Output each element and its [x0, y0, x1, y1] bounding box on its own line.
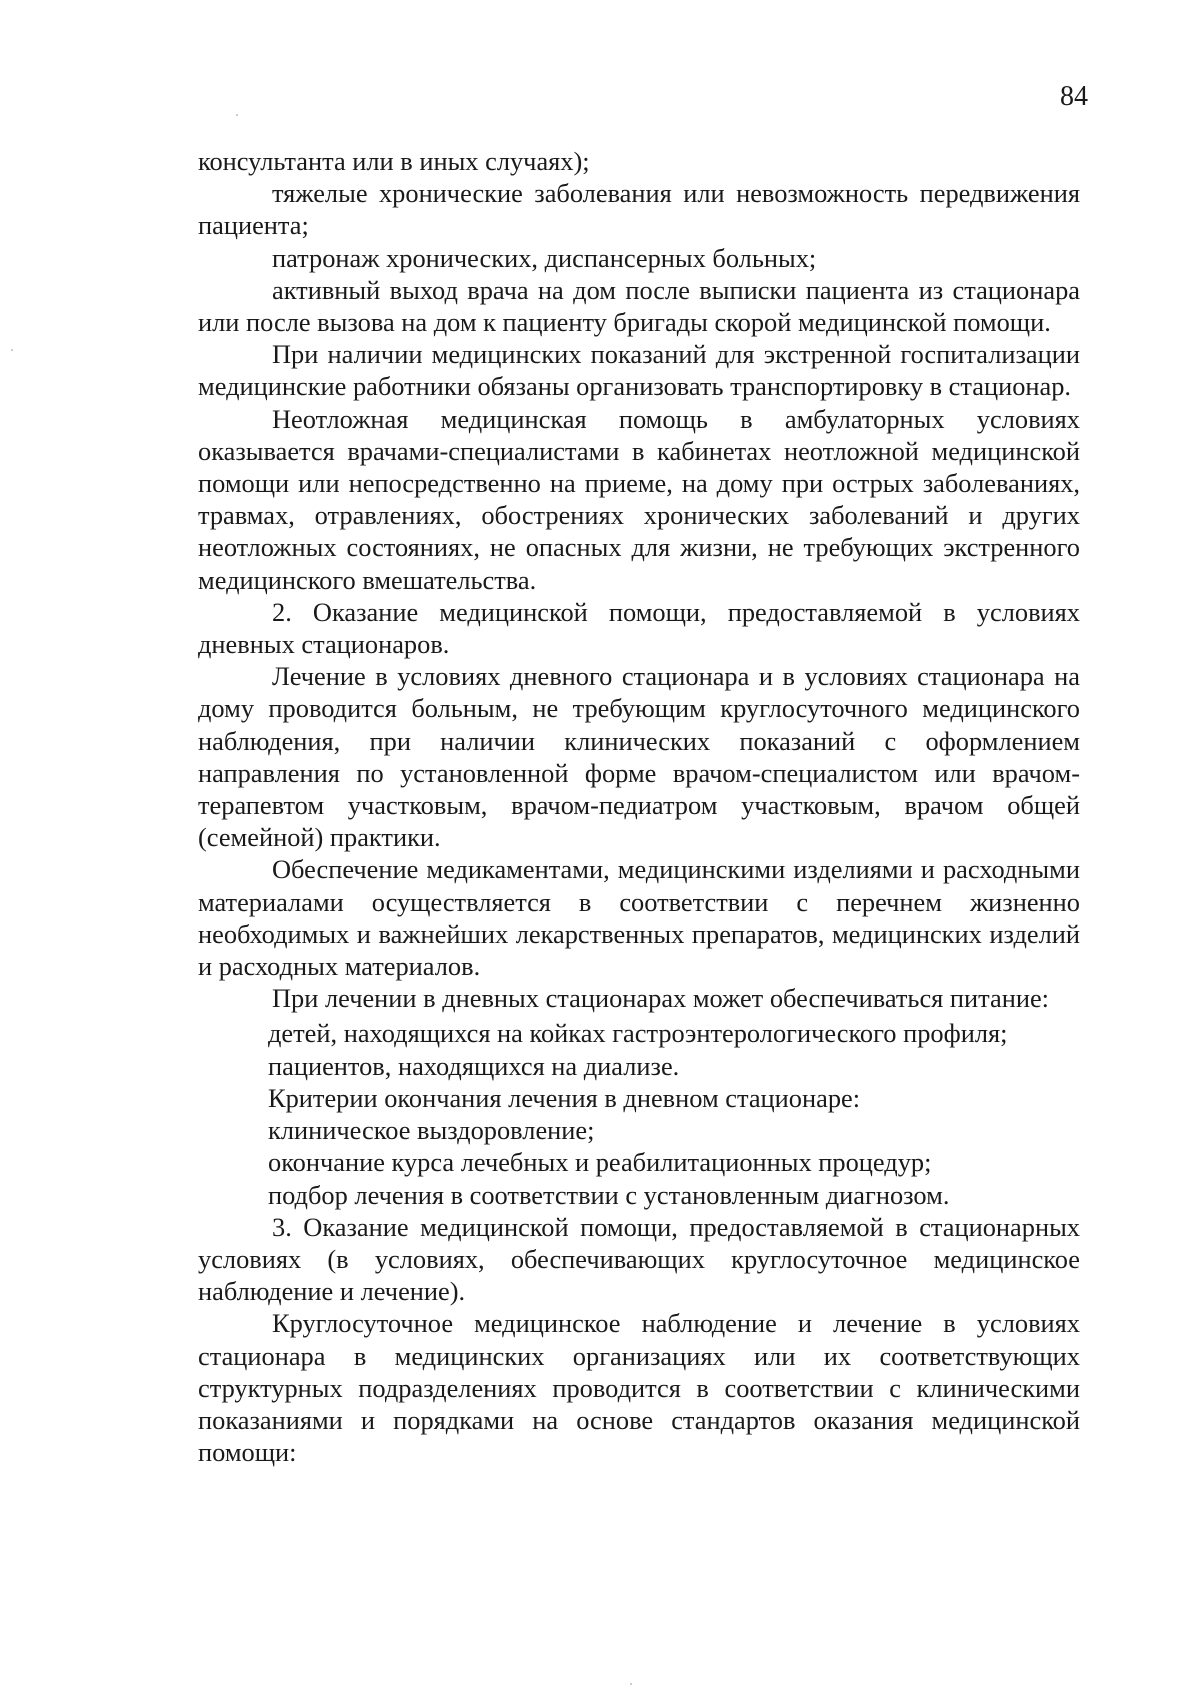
- paragraph-2: тяжелые хронические заболевания или невозможность передвижения пациента;: [198, 178, 1080, 241]
- list-item: клиническое выздоровление;: [268, 1115, 595, 1146]
- paragraph-1: консультанта или в иных случаях);: [198, 146, 590, 176]
- section-heading-3: 3. Оказание медицинской помощи, предоставляемой в стационарных условиях (в условиях, обеспечивающих круглосуточное медицинское наблюдение и лечение).: [198, 1211, 1080, 1307]
- paragraph-18: Круглосуточное медицинское наблюдение и лечение в условиях стационара в медицинских организациях или их соответствующих структурных подразделениях проводится в соответствии с клиническими показаниями и порядками на основе стандартов оказания медицинской помощи:: [198, 1308, 1080, 1468]
- list-item: детей, находящихся на койках гастроэнтерологического профиля;: [268, 1018, 1008, 1049]
- scan-speck: [11, 349, 13, 351]
- list-item: окончание курса лечебных и реабилитационных процедур;: [268, 1147, 932, 1178]
- paragraph-8: Лечение в условиях дневного стационара и в условиях стационара на дому проводится больным, не требующим круглосуточного медицинского наблюдения, при наличии клинических показаний с оформлением направления по установленной форме врачом-специалистом или врачом-терапевтом участковым, врачом-педиатром участковым, врачом общей (семейной) практики.: [198, 661, 1080, 853]
- paragraph-5: При наличии медицинских показаний для экстренной госпитализации медицинские работники обязаны организовать транспортировку в стационар.: [198, 339, 1080, 402]
- section-heading-2: 2. Оказание медицинской помощи, предоставляемой в условиях дневных стационаров.: [198, 596, 1080, 660]
- page-number: 84: [1060, 81, 1088, 112]
- paragraph-6: Неотложная медицинская помощь в амбулаторных условиях оказывается врачами-специалистами в кабинетах неотложной медицинской помощи или непосредственно на приеме, на дому при острых заболеваниях, травмах, отравлениях, обострениях хронических заболеваний и других неотложных состояниях, не опасных для жизни, не требующих экстренного медицинского вмешательства.: [198, 403, 1080, 595]
- list-item: подбор лечения в соответствии с установленным диагнозом.: [268, 1179, 950, 1210]
- scan-speck: [630, 1683, 632, 1685]
- paragraph-9: Обеспечение медикаментами, медицинскими изделиями и расходными материалами осуществляется в соответствии с перечнем жизненно необходимых и важнейших лекарственных препаратов, медицинских изделий и расходных материалов.: [198, 854, 1080, 982]
- list-item: пациентов, находящихся на диализе.: [268, 1050, 680, 1081]
- paragraph-10: При лечении в дневных стационарах может обеспечиваться питание:: [272, 983, 1050, 1014]
- document-body: [198, 145, 1080, 1468]
- paragraph-4: активный выход врача на дом после выписки пациента из стационара или после вызова на дом к пациенту бригады скорой медицинской помощи.: [198, 274, 1080, 338]
- paragraph-3: патронаж хронических, диспансерных больных;: [272, 242, 817, 273]
- list-item: Критерии окончания лечения в дневном стационаре:: [268, 1082, 861, 1113]
- scan-speck: [236, 114, 238, 116]
